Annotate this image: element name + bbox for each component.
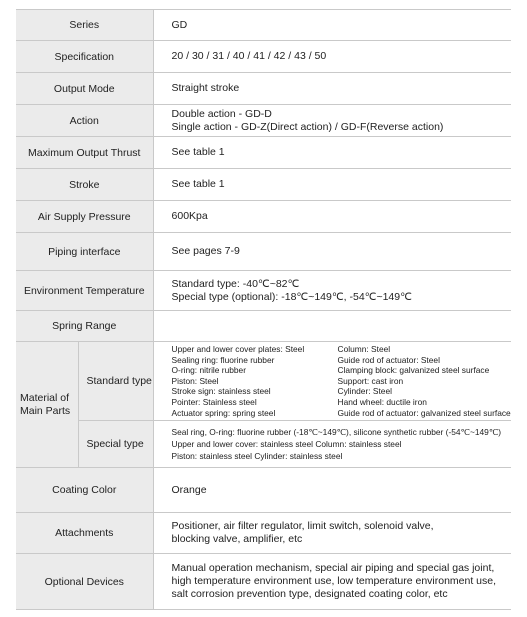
- table-row: [16, 41, 511, 73]
- table-row: [16, 342, 511, 421]
- material-item: Cylinder: Steel: [337, 386, 392, 397]
- material-item: Piston: stainless steel Cylinder: stainless steel: [171, 451, 343, 462]
- table-row: [16, 10, 511, 41]
- material-item: Guide rod of actuator: galvanized steel surface: [337, 407, 511, 418]
- row-label: Environment Temperature: [16, 271, 153, 311]
- table-row: [16, 233, 511, 271]
- specification-table: [16, 9, 511, 610]
- material-item: Pointer: Stainless steel: [171, 396, 257, 407]
- row-label: Piping interface: [16, 233, 153, 271]
- table-row: [16, 468, 511, 513]
- row-value: [153, 311, 511, 342]
- material-item: Support: cast iron: [337, 375, 404, 386]
- special-type-materials: [153, 421, 511, 468]
- row-label: Attachments: [16, 513, 153, 554]
- row-label: Output Mode: [16, 73, 153, 105]
- material-label-line: Material of: [20, 391, 70, 404]
- row-value: 20 / 30 / 31 / 40 / 41 / 42 / 43 / 50: [153, 41, 511, 73]
- row-label: Action: [16, 105, 153, 137]
- row-value: 600Kpa: [153, 201, 511, 233]
- row-value: See pages 7-9: [153, 233, 511, 271]
- row-label: Optional Devices: [16, 554, 153, 610]
- value-line: high temperature environment use, low temperature environment use,: [171, 575, 497, 588]
- table-row: [16, 311, 511, 342]
- material-item: Upper and lower cover: stainless steel Column: stainless steel: [171, 439, 402, 450]
- row-label: Spring Range: [16, 311, 153, 342]
- row-label: Maximum Output Thrust: [16, 137, 153, 169]
- row-value: [153, 271, 511, 311]
- material-item: Seal ring, O-ring: fluorine rubber (-18℃~149℃), silicone synthetic rubber (-54℃~149℃): [171, 427, 502, 438]
- table-row: [16, 169, 511, 201]
- value-line: Special type (optional): -18℃~149℃, -54℃~149℃: [171, 290, 412, 303]
- table-row: [16, 421, 511, 468]
- table-row: [16, 105, 511, 137]
- value-line: Standard type: -40℃~82℃: [171, 277, 300, 290]
- material-label: [16, 342, 78, 468]
- table-row: [16, 554, 511, 610]
- standard-type-label: Standard type: [78, 342, 153, 421]
- row-label: Specification: [16, 41, 153, 73]
- table-row: [16, 513, 511, 554]
- row-value: GD: [153, 10, 511, 41]
- row-value: Straight stroke: [153, 73, 511, 105]
- material-item: Clamping block: galvanized steel surface: [337, 365, 490, 376]
- value-line: Positioner, air filter regulator, limit switch, solenoid valve,: [171, 520, 434, 533]
- row-value: Orange: [153, 468, 511, 513]
- material-item: Guide rod of actuator: Steel: [337, 354, 440, 365]
- table-row: [16, 137, 511, 169]
- material-item: Stroke sign: stainless steel: [171, 386, 271, 397]
- standard-type-materials: [153, 342, 511, 421]
- row-value: See table 1: [153, 169, 511, 201]
- row-value: [153, 105, 511, 137]
- standard-materials-grid: [172, 344, 512, 418]
- table-row: [16, 201, 511, 233]
- special-type-label: Special type: [78, 421, 153, 468]
- material-item: Hand wheel: ductile iron: [337, 396, 427, 407]
- row-value: See table 1: [153, 137, 511, 169]
- row-label: Air Supply Pressure: [16, 201, 153, 233]
- row-label: Series: [16, 10, 153, 41]
- row-label: Coating Color: [16, 468, 153, 513]
- value-line: Single action - GD-Z(Direct action) / GD-F(Reverse action): [171, 120, 444, 133]
- row-value: [153, 554, 511, 610]
- value-line: Manual operation mechanism, special air piping and special gas joint,: [171, 562, 495, 575]
- table-row: [16, 271, 511, 311]
- material-item: Upper and lower cover plates: Steel: [171, 344, 305, 354]
- material-item: Column: Steel: [337, 344, 391, 354]
- value-line: Double action - GD-D: [171, 107, 272, 120]
- row-value: [153, 513, 511, 554]
- material-item: Piston: Steel: [171, 375, 219, 386]
- material-item: O-ring: nitrile rubber: [171, 365, 246, 376]
- value-line: blocking valve, amplifier, etc: [171, 533, 303, 546]
- table-row: [16, 73, 511, 105]
- material-item: Sealing ring: fluorine rubber: [171, 354, 275, 365]
- material-label-line: Main Parts: [20, 404, 71, 417]
- row-label: Stroke: [16, 169, 153, 201]
- material-item: Actuator spring: spring steel: [171, 407, 276, 418]
- value-line: salt corrosion prevention type, designated coating color, etc: [171, 588, 448, 601]
